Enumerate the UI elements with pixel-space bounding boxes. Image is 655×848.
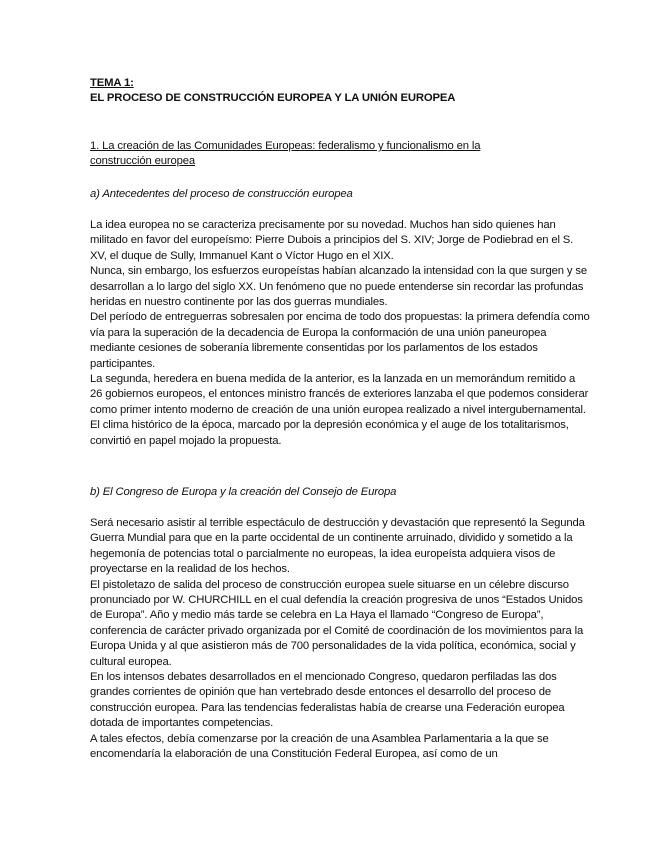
topic-heading	[90, 76, 455, 107]
paragraph: En los intensos debates desarrollados en el mencionado Congreso, quedaron perfiladas las dos grandes corrientes de opinión que han vertebrado desde entonces el desarrollo del proceso de construcción europea. Para las tendencias federalistas había de crearse una Federación europea dotada de importantes competencias.	[90, 671, 565, 730]
paragraph: El pistoletazo de salida del proceso de construcción europea suele situarse en un célebre discurso pronunciado por W. CHURCHILL en el cual defendía la creación progresiva de unos “Estados Unidos de Europa”. Año y medio más tarde se celebra en La Haya el llamado “Congreso de Europa”, conferencia de carácter privado organizada por el Comité de coordinación de los movimientos para la Europa Unida y al que asistieron más de 700 personalidades de la vida política, económica, social y cultural europea.	[90, 578, 584, 668]
paragraph: Del período de entreguerras sobresalen por encima de todo dos propuestas: la primera defendía como vía para la superación de la decadencia de Europa la conformación de una unión paneuropea mediante cesiones de soberanía libremente consentidas por los parlamentos de los estados participantes.	[90, 311, 590, 370]
topic-label: TEMA 1:	[90, 77, 134, 89]
paragraph: La idea europea no se caracteriza precisamente por su novedad. Muchos han sido quienes han militado en favor del europeísmo: Pierre Dubois a principios del S. XIV; Jorge de Podiebrad en el S. XV, el duque de Sully, Immanuel Kant o Víctor Hugo en el XIX.	[90, 219, 574, 262]
subsection-a-title: a) Antecedentes del proceso de construcción europea	[90, 188, 353, 200]
paragraph: A tales efectos, debía comenzarse por la creación de una Asamblea Parlamentaria a la que se encomendaría la elaboración de una Constitución Federal Europea, así como de un	[90, 732, 549, 761]
topic-title: EL PROCESO DE CONSTRUCCIÓN EUROPEA Y LA UNIÓN EUROPEA	[90, 92, 456, 105]
subsection-b-body	[90, 516, 590, 763]
paragraph: Será necesario asistir al terrible espectáculo de destrucción y devastación que representó la Segunda Guerra Mundial para que en la parte occidental de un continente arruinado, dividido y sometido a la hegemonía de potencias total o parcialmente no europeas, la idea europeísta adquiera visos de proyectarse en la realidad de los hechos.	[90, 517, 585, 576]
paragraph: La segunda, heredera en buena medida de la anterior, es la lanzada en un memorándum remitido a 26 gobiernos europeos, el entonces ministro francés de exteriores lanzaba el que podemos considerar como primer intento moderno de creación de una unión europea realizado a nivel intergubernamental. El clima histórico de la época, marcado por la depresión económica y el auge de los totalitarismos, convirtió en papel mojado la propuesta.	[90, 373, 589, 447]
subsection-b-title: b) El Congreso de Europa y la creación del Consejo de Europa	[90, 486, 397, 498]
subsection-a-body	[90, 218, 590, 449]
section-1-title: 1. La creación de las Comunidades Europeas: federalismo y funcionalismo en la construcción europea	[90, 140, 481, 168]
paragraph: Nunca, sin embargo, los esfuerzos europeístas habían alcanzado la intensidad con la que surgen y se desarrollan a lo largo del siglo XX. Un fenómeno que no puede entenderse sin recordar las profundas heridas en nuestro continente por las dos guerras mundiales.	[90, 265, 587, 309]
